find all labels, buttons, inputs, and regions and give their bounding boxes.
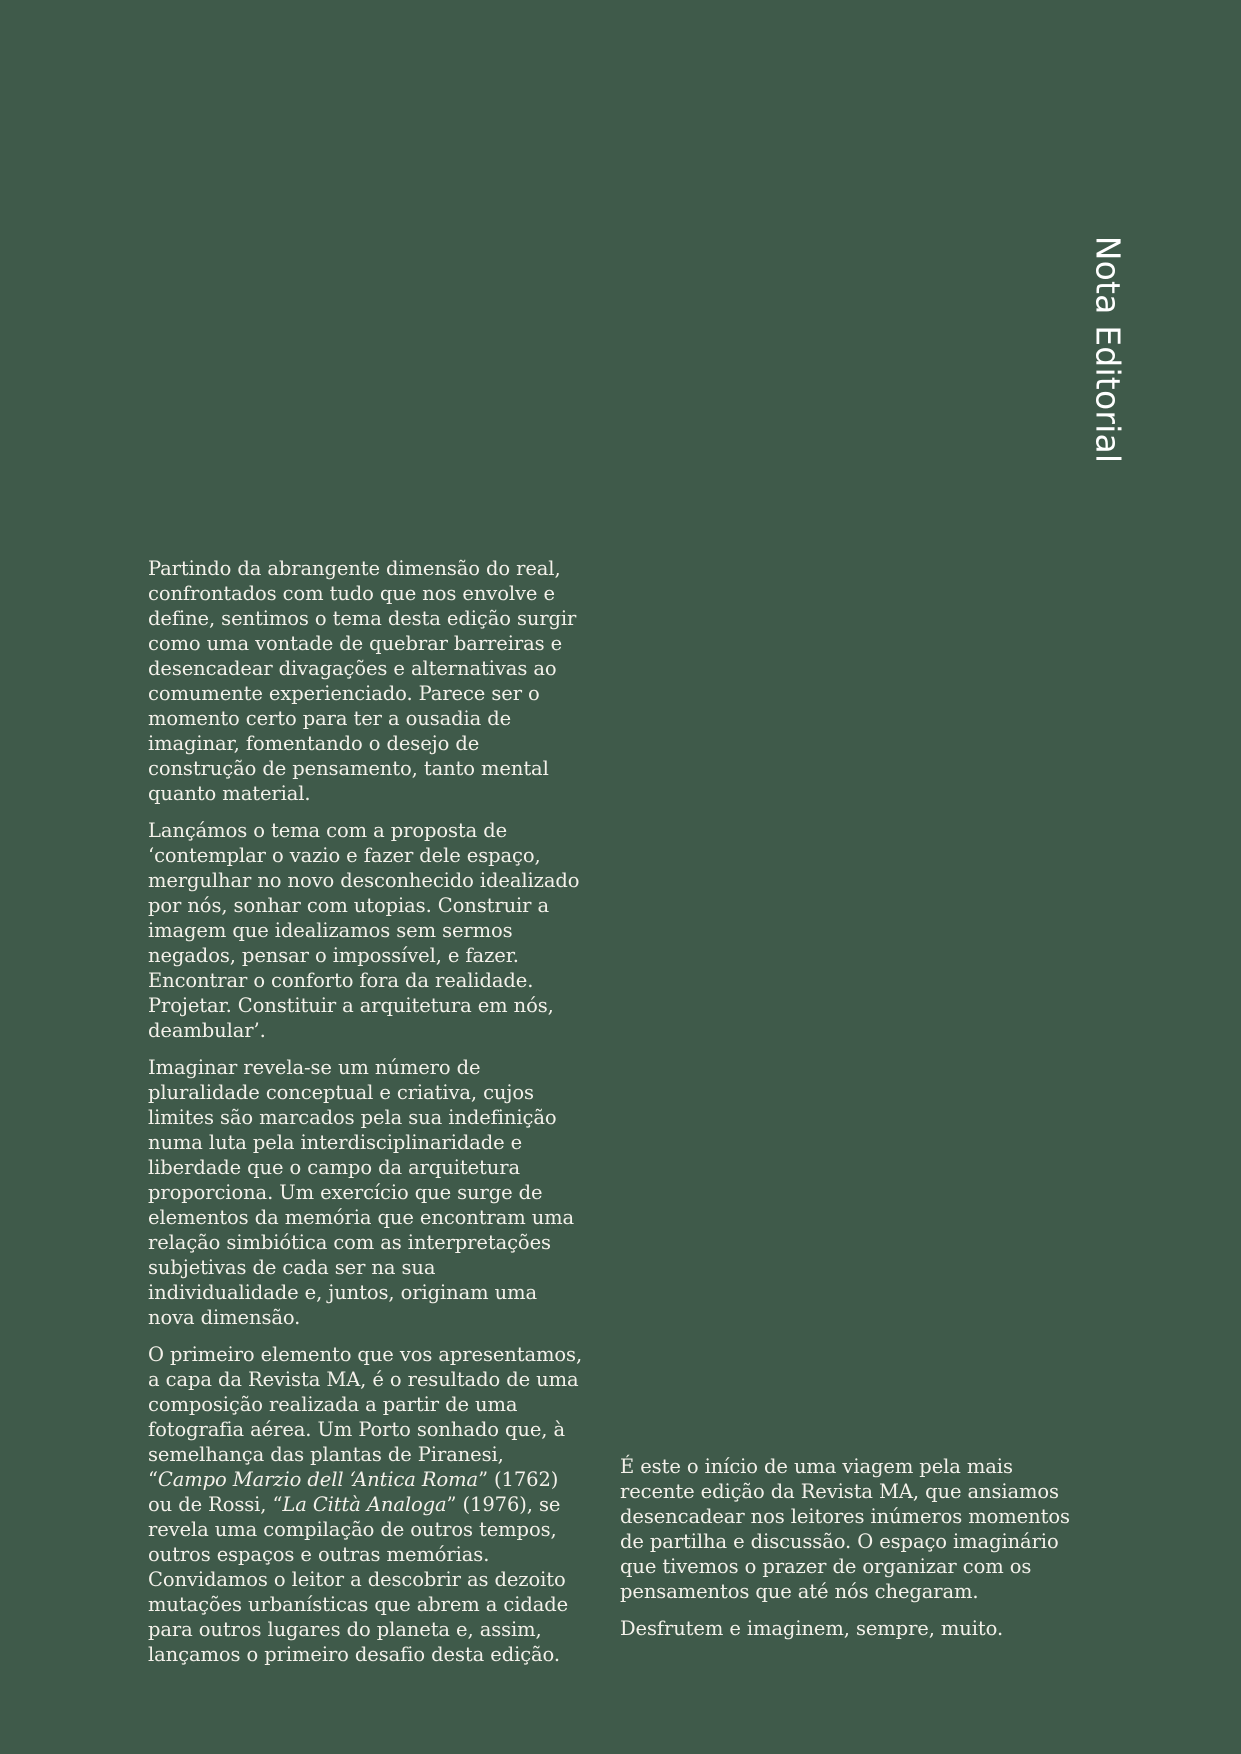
paragraph-6: Desfrutem e imaginem, sempre, muito. <box>620 1617 1004 1640</box>
paragraph-5: É este o início de uma viagem pela mais recente edição da Revista MA, que ansiamos desencadear nos leitores inúmeros momentos de partilha e discussão. O espaço imaginário que tivemos o prazer de organizar com os pensamentos que até nós chegaram. <box>620 1455 1070 1603</box>
paragraph-4-title-piranesi: Campo Marzio dell ‘Antica Roma <box>157 1468 479 1491</box>
right-text-column <box>620 1454 1080 1653</box>
section-title-vertical <box>1086 234 1130 464</box>
paragraph-3: Imaginar revela-se um número de pluralidade conceptual e criativa, cujos limites são marcados pela sua indefinição numa luta pela interdisciplinaridade e liberdade que o campo da arquitetura proporciona. Um exercício que surge de elementos da memória que encontram uma relação simbiótica com as interpretações subjetivas de cada ser na sua individualidade e, juntos, originam uma nova dimensão. <box>148 1056 575 1329</box>
paragraph-2: Lançámos o tema com a proposta de ‘contemplar o vazio e fazer dele espaço, mergulhar no novo desconhecido idealizado por nós, sonhar com utopias. Construir a imagem que idealizamos sem sermos negados, pensar o impossível, e fazer. Encontrar o conforto fora da realidade. Projetar. Constituir a arquitetura em nós, deambular’. <box>148 819 580 1042</box>
left-text-column <box>148 556 588 1679</box>
paragraph-4-part-a: O primeiro elemento que vos apresentamos, a capa da Revista MA, é o resultado de uma composição realizada a partir de uma fotografia aérea. Um Porto sonhado que, à semelhança das plantas de Piranesi, “ <box>148 1343 583 1491</box>
paragraph-4-title-rossi: La Città Analoga <box>282 1493 447 1516</box>
paragraph-4-part-e: ” (1976), se revela uma compilação de outros tempos, outros espaços e outras memórias. Convidamos o leitor a descobrir as dezoito mutações urbanísticas que abrem a cidade para outros lugares do planeta e, assim, lançamos o primeiro desafio desta edição. <box>148 1493 569 1666</box>
paragraph-4 <box>148 1342 588 1667</box>
paragraph-4-part-c: ” (1762) ou de Rossi, “ <box>148 1468 559 1516</box>
section-title-text: Nota Editorial <box>1088 235 1128 463</box>
paragraph-1: Partindo da abrangente dimensão do real, confrontados com tudo que nos envolve e define, sentimos o tema desta edição surgir como uma vontade de quebrar barreiras e desencadear divagações e alternativas ao comumente experienciado. Parece ser o momento certo para ter a ousadia de imaginar, fomentando o desejo de construção de pensamento, tanto mental quanto material. <box>148 557 577 805</box>
